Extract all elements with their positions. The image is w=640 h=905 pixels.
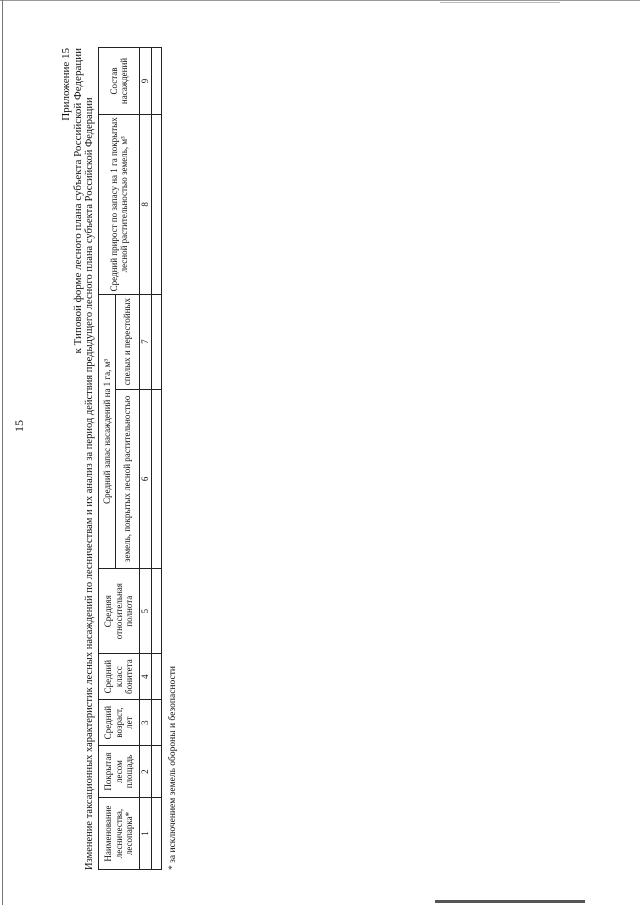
rotated-document <box>60 30 180 870</box>
col-num-5: 5 <box>140 569 152 654</box>
appendix-note <box>60 48 84 353</box>
empty-cell <box>151 48 161 115</box>
empty-cell <box>151 115 161 295</box>
empty-cell <box>151 798 161 870</box>
header-composition: Состав насаждений <box>99 48 140 115</box>
header-row-1 <box>99 48 116 870</box>
taxation-table <box>98 47 162 870</box>
col-num-8: 8 <box>140 115 152 295</box>
header-age: Средний возраст, лет <box>99 700 140 746</box>
col-num-2: 2 <box>140 746 152 798</box>
page-number-block <box>12 406 32 446</box>
table-title: Изменение таксационных характеристик лесных насаждений по лесничествам и их анализ за период действия предыдущего лесного плана субъекта Российской Федерации <box>84 97 95 870</box>
scan-mark-top <box>440 2 560 3</box>
header-stock-total: земель, покрытых лесной растительностью <box>115 389 139 569</box>
empty-cell <box>151 700 161 746</box>
column-number-row <box>140 48 152 870</box>
empty-cell <box>151 746 161 798</box>
empty-cell <box>151 569 161 654</box>
scan-edge-top <box>0 0 640 1</box>
header-stock-mature: спелых и перестойных <box>115 294 139 389</box>
empty-cell <box>151 654 161 700</box>
col-num-1: 1 <box>140 798 152 870</box>
header-name: Наименование лесничества, лесопарка* <box>99 798 140 870</box>
header-stock-group: Средний запас насаждений на 1 га, м³ <box>99 294 116 569</box>
empty-cell <box>151 389 161 569</box>
header-density: Средняя относительная полнота <box>99 569 140 654</box>
col-num-3: 3 <box>140 700 152 746</box>
empty-data-row <box>151 48 161 870</box>
appendix-line-1: Приложение 15 <box>60 48 72 121</box>
header-growth: Средний прирост по запасу на 1 га покрытых лесной растительностью земель, м³ <box>99 115 140 295</box>
page-number: 15 <box>12 420 26 432</box>
col-num-4: 4 <box>140 654 152 700</box>
col-num-6: 6 <box>140 389 152 569</box>
col-num-9: 9 <box>140 48 152 115</box>
footnote: * за исключением земель обороны и безопасности <box>168 666 178 870</box>
col-num-7: 7 <box>140 294 152 389</box>
empty-cell <box>151 294 161 389</box>
scan-edge-left <box>2 0 3 905</box>
scan-mark-bottom <box>435 900 585 903</box>
appendix-line-2: к Типовой форме лесного плана субъекта Российской Федерации <box>72 48 84 354</box>
header-bonitet: Средний класс бонитета <box>99 654 140 700</box>
header-area: Покрытая лесом площадь <box>99 746 140 798</box>
